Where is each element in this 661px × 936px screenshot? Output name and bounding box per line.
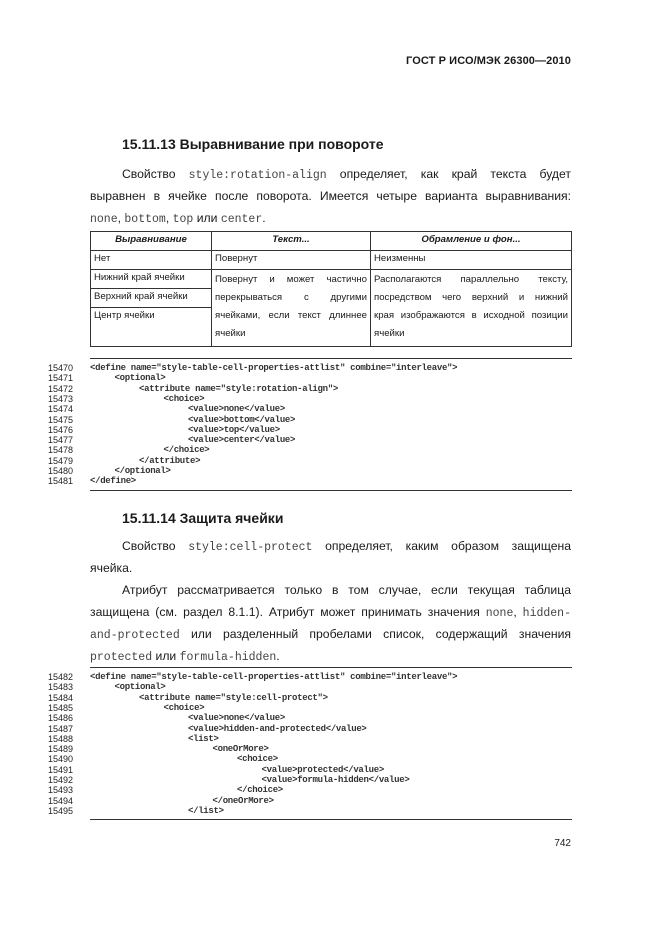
code-text: </define> [90,476,136,487]
line-number: 15491 [48,764,74,775]
code-text: <value>top</value> [188,424,280,435]
code-text: <list> [188,733,219,744]
line-number: 15481 [48,476,74,487]
code-text: <value>protected</value> [261,764,384,775]
code-text: </choice> [163,445,210,456]
code-bottom-rule [90,819,572,820]
table-header-text: Текст... [212,232,371,251]
line-number: 15473 [48,393,74,404]
line-number: 15482 [48,672,74,682]
code-term: top [172,213,194,226]
text-run: или разделенный пробелами список, содержащий значения [179,627,571,641]
cell-line: перекрываться с другими [215,292,367,303]
line-number: 15478 [48,445,74,456]
table-cell-rotated-text [212,270,371,347]
code-text: <optional> [114,373,166,384]
table-row [91,270,572,289]
line-number: 15471 [48,373,74,384]
code-term: formula-hidden [179,651,277,664]
code-text: <value>formula-hidden</value> [261,775,410,785]
paragraph-line [90,645,571,667]
code-term: hidden- [522,607,571,620]
paragraph-line [90,579,571,601]
code-text: </oneOrMore> [212,795,274,806]
line-number: 15486 [48,713,74,724]
line-number: 15490 [48,754,74,765]
paragraph-line [90,623,571,645]
code-text: <choice> [237,754,278,765]
text-run: . [276,649,280,663]
text-run: , [117,211,125,225]
line-number: 15474 [48,404,74,415]
text-run: или [193,211,221,225]
line-number: 15477 [48,435,74,446]
table-header-alignment: Выравнивание [91,232,212,251]
code-text: <optional> [114,682,166,693]
code-term: style:rotation-align [188,169,327,182]
line-number: 15488 [48,733,74,744]
paragraph-line [90,535,571,557]
paragraph-line [90,163,571,185]
paragraph-line [90,207,571,229]
code-term: protected [90,651,153,664]
cell-line: ячейки [374,328,405,339]
paragraph-cell-protect [90,535,571,579]
code-bottom-rule [90,490,572,491]
text-run: , [513,605,523,619]
code-text: <choice> [163,702,205,713]
line-number: 15475 [48,414,74,425]
line-number: 15470 [48,363,74,373]
line-number: 15485 [48,702,74,713]
section-heading-cell-protect: 15.11.14 Защита ячейки [122,510,284,526]
code-term: none [485,607,514,620]
code-term: none [90,213,118,226]
standard-header: ГОСТ Р ИСО/МЭК 26300—2010 [406,55,571,67]
code-text: <value>none</value> [188,713,285,724]
paragraph-line [90,185,571,207]
table-cell: Неизменны [371,251,572,270]
paragraph-cell-protect-values [90,579,571,667]
table-cell: Нет [91,251,212,270]
line-number: 15479 [48,455,74,466]
code-term: and-protected [90,629,180,642]
table-cell: Верхний край ячейки [91,289,212,308]
cell-line: ячейками, если текст длиннее [215,310,367,321]
code-term: bottom [124,213,166,226]
text-run: ячейка. [90,561,133,575]
code-text: </list> [188,805,224,816]
code-top-rule [90,358,572,359]
table-cell-border-position [371,270,572,347]
line-number: 15489 [48,744,74,755]
text-run: Свойство [122,167,189,181]
cell-line: посредством чего верхний и нижний [374,292,568,303]
line-number: 15476 [48,424,74,435]
cell-line: Повернут и может частично [215,274,367,285]
alignment-table [90,231,572,347]
line-number: 15483 [48,682,74,693]
code-term: style:cell-protect [188,541,313,554]
text-run: защищена (см. раздел 8.1.1). Атрибут может принимать значения [90,605,486,619]
text-run: определяет, каким образом защищена [312,539,571,553]
line-number: 15472 [48,383,74,394]
code-text: <attribute name="style:cell-protect"> [139,692,328,703]
text-run: определяет, как край текста будет [326,167,571,181]
paragraph-line [90,601,571,623]
code-top-rule [90,667,572,668]
line-number: 15492 [48,775,74,785]
code-text: <value>none</value> [188,404,285,415]
text-run: Атрибут рассматривается только в том случае, если текущая таблица [122,583,571,597]
line-number: 15495 [48,805,74,816]
line-number: 15480 [48,466,74,476]
table-row [91,251,572,270]
code-text: <choice> [163,393,205,404]
code-text: <define name="style-table-cell-properties-attlist" combine="interleave"> [90,672,458,682]
text-run: , [165,211,173,225]
cell-line: Располагаются параллельно тексту, [374,274,568,285]
section-heading-rotation-align: 15.11.13 Выравнивание при повороте [122,136,384,152]
cell-line: края изображаются в исходной позиции [374,310,568,321]
page-number: 742 [554,838,571,849]
paragraph-rotation-align [90,163,571,229]
table-cell: Центр ячейки [91,308,212,347]
code-text: </choice> [237,785,283,796]
table-cell: Нижний край ячейки [91,270,212,289]
code-text: <value>center</value> [188,435,296,446]
line-number: 15484 [48,692,74,703]
text-run: Свойство [122,539,189,553]
code-text: <value>hidden-and-protected</value> [188,723,367,734]
line-number: 15494 [48,795,74,806]
text-run: или [152,649,180,663]
code-text: </optional> [114,466,171,476]
code-term: center [220,213,263,226]
code-text: </attribute> [139,455,201,466]
code-text: <define name="style-table-cell-properties-attlist" combine="interleave"> [90,363,458,373]
table-cell: Повернут [212,251,371,270]
line-number: 15487 [48,723,74,734]
cell-line: ячейки [215,328,246,339]
text-run: . [262,211,266,225]
code-text: <attribute name="style:rotation-align"> [139,383,338,394]
paragraph-line [90,557,571,579]
line-number: 15493 [48,785,74,796]
text-run: выравнен в ячейке после поворота. Имеется четыре варианта выравнивания: [90,189,571,203]
code-text: <value>bottom</value> [188,414,296,425]
table-header-border-background: Обрамление и фон... [371,232,572,251]
code-text: <oneOrMore> [212,744,269,755]
